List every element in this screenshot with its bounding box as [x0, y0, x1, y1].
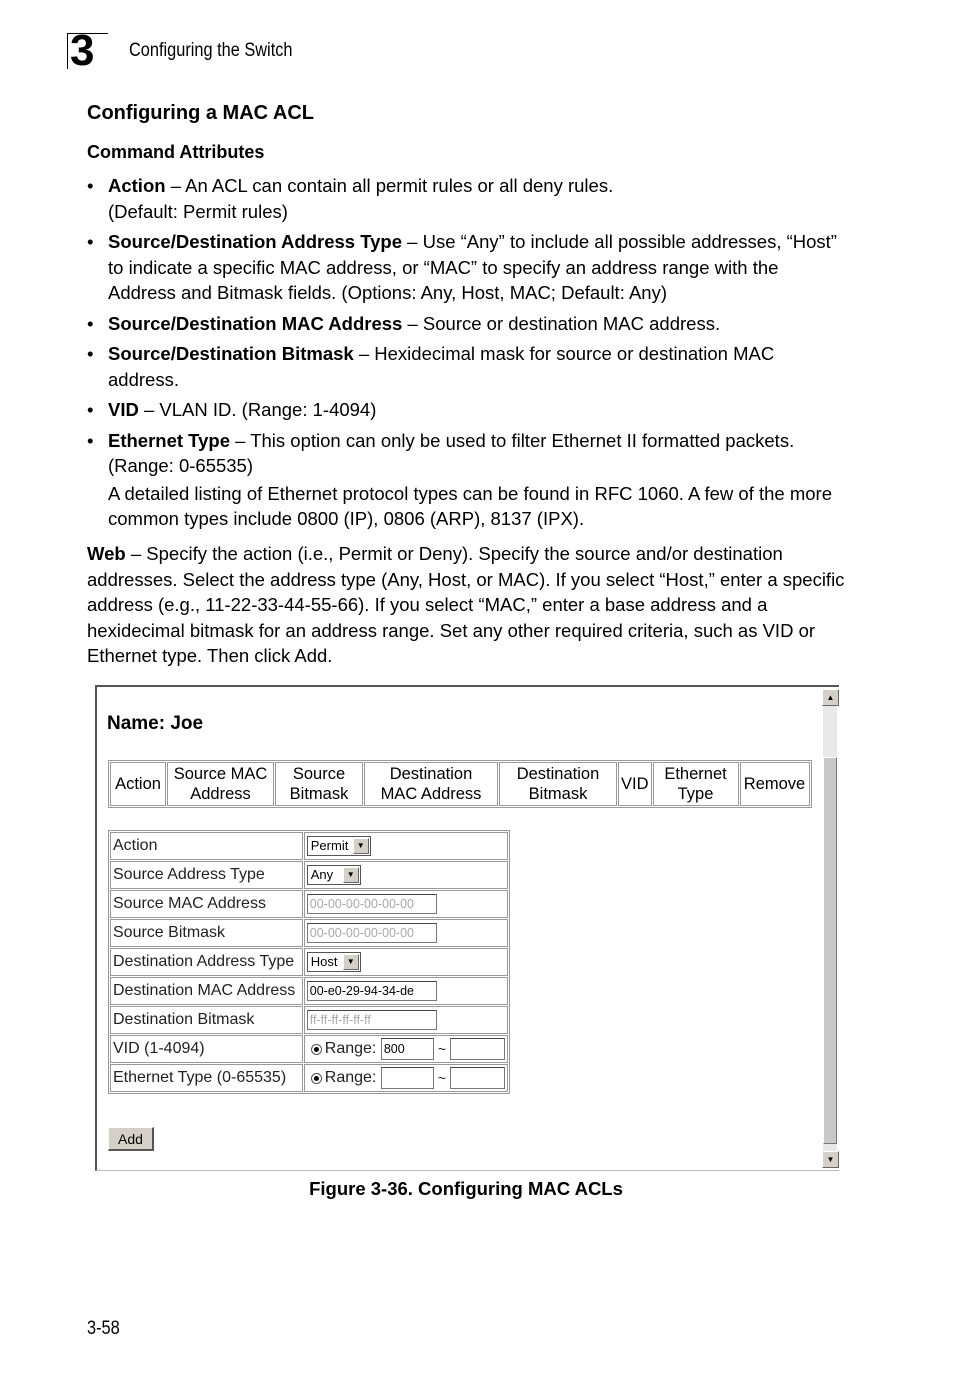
source-type-label: Source Address Type: [110, 861, 303, 889]
form-row-source-bitmask: [110, 919, 508, 947]
chevron-down-icon: ▼: [343, 954, 359, 970]
list-item: [87, 229, 847, 306]
attribute-text: – VLAN ID. (Range: 1-4094): [138, 399, 377, 420]
page-number: 3-58: [87, 1318, 120, 1339]
mac-acl-screenshot: [95, 685, 839, 1171]
source-bitmask-input[interactable]: 00-00-00-00-00-00: [307, 923, 437, 943]
attribute-term: Source/Destination Address Type: [108, 231, 403, 252]
column-header-action: Action: [110, 762, 166, 806]
vid-label: VID (1-4094): [110, 1035, 303, 1063]
range-separator: ~: [437, 1041, 446, 1057]
scroll-down-icon[interactable]: ▼: [822, 1151, 839, 1168]
list-item: [87, 341, 847, 392]
list-item: [87, 311, 847, 337]
web-text: – Specify the action (i.e., Permit or Deny). Specify the source and/or destination addresses. Select the address type (Any, Host, or MAC). If you select “Host,” enter a specific address (e.g., 11-22-33-44-55-66). If you select “MAC,” enter a base address and a hexidecimal bitmask for an address range. Set any other required criteria, such as VID or Ethernet type. Then click Add.: [87, 543, 845, 666]
attribute-list: [87, 173, 847, 537]
column-header-destination-bitmask: Destination Bitmask: [499, 762, 617, 806]
vid-to-input[interactable]: [450, 1038, 505, 1060]
action-label: Action: [110, 832, 303, 860]
destination-mac-label: Destination MAC Address: [110, 977, 303, 1005]
list-item: [87, 173, 847, 224]
destination-bitmask-label: Destination Bitmask: [110, 1006, 303, 1034]
web-paragraph: [87, 541, 847, 669]
add-button[interactable]: Add: [108, 1127, 154, 1151]
attribute-extra: (Default: Permit rules): [108, 200, 288, 222]
form-row-vid: [110, 1035, 508, 1063]
vertical-scrollbar[interactable]: [820, 687, 839, 1170]
chapter-number: 3: [70, 26, 95, 75]
destination-type-select[interactable]: Host ▼: [307, 952, 361, 972]
attribute-term: Source/Destination Bitmask: [108, 343, 354, 364]
subheading: Command Attributes: [87, 142, 265, 162]
section-title: Configuring a MAC ACL: [87, 102, 315, 124]
attribute-extra: A detailed listing of Ethernet protocol types can be found in RFC 1060. A few of the more common types include 0800 (IP), 0806 (ARP), 8137 (IPX).: [108, 482, 832, 529]
attribute-term: Source/Destination MAC Address: [108, 312, 403, 334]
column-header-remove: Remove: [740, 762, 810, 806]
column-header-destination-mac: Destination MAC Address: [364, 762, 498, 806]
attribute-term: VID: [108, 399, 139, 420]
form-row-destination-mac: [110, 977, 508, 1005]
source-mac-label: Source MAC Address: [110, 890, 303, 918]
form-row-action: [110, 832, 508, 860]
column-header-source-mac: Source MAC Address: [167, 762, 274, 806]
attribute-term: Action: [108, 175, 166, 196]
form-row-destination-bitmask: [110, 1006, 508, 1034]
attribute-text: – Source or destination MAC address.: [402, 312, 721, 334]
ethernet-range-radio[interactable]: [311, 1073, 322, 1084]
destination-bitmask-input[interactable]: ff-ff-ff-ff-ff-ff: [307, 1010, 437, 1030]
form-row-source-mac: [110, 890, 508, 918]
form-row-ethernet-type: [110, 1064, 508, 1092]
source-mac-input[interactable]: 00-00-00-00-00-00: [307, 894, 437, 914]
figure-caption: Figure 3-36. Configuring MAC ACLs: [309, 1178, 623, 1199]
scrollbar-thumb[interactable]: [823, 757, 837, 1144]
acl-entry-form: [108, 830, 510, 1094]
source-type-select[interactable]: Any ▼: [307, 865, 361, 885]
ethernet-to-input[interactable]: [450, 1067, 505, 1089]
attribute-text: – This option can only be used to filter Ethernet II formatted packets. (Range: 0-65535): [108, 429, 795, 476]
list-item: [87, 397, 847, 423]
destination-mac-input[interactable]: 00-e0-29-94-34-de: [307, 981, 437, 1001]
attribute-text: – Hexidecimal mask for source or destination MAC address.: [108, 343, 775, 390]
list-item: [87, 428, 847, 532]
column-header-vid: VID: [618, 762, 652, 806]
action-select[interactable]: Permit ▼: [307, 836, 371, 856]
column-header-ethernet-type: Ethernet Type: [653, 762, 739, 806]
column-header-source-bitmask: Source Bitmask: [275, 762, 363, 806]
form-row-source-type: [110, 861, 508, 889]
vid-from-input[interactable]: 800: [381, 1038, 434, 1060]
vid-range-label: Range:: [324, 1040, 377, 1057]
running-head: Configuring the Switch: [129, 40, 293, 61]
ethernet-type-label: Ethernet Type (0-65535): [110, 1064, 303, 1092]
web-term: Web: [87, 543, 126, 564]
vid-range-radio[interactable]: [311, 1044, 322, 1055]
acl-rules-table: [108, 760, 812, 808]
ethernet-from-input[interactable]: [381, 1067, 434, 1089]
chevron-down-icon: ▼: [343, 867, 359, 883]
acl-name-title: Name: Joe: [107, 713, 204, 734]
destination-type-label: Destination Address Type: [110, 948, 303, 976]
scroll-up-icon[interactable]: ▲: [822, 689, 839, 706]
range-separator: ~: [437, 1070, 446, 1086]
ethernet-range-label: Range:: [324, 1069, 377, 1086]
attribute-term: Ethernet Type: [108, 429, 230, 451]
form-row-destination-type: [110, 948, 508, 976]
source-bitmask-label: Source Bitmask: [110, 919, 303, 947]
attribute-text: – Use “Any” to include all possible addresses, “Host” to indicate a specific MAC address, or “MAC” to specify an address range with the Address and Bitmask fields. (Options: Any, Host, MAC; Default: Any): [108, 231, 837, 303]
attribute-text: – An ACL can contain all permit rules or all deny rules.: [165, 175, 614, 196]
chevron-down-icon: ▼: [353, 838, 369, 854]
